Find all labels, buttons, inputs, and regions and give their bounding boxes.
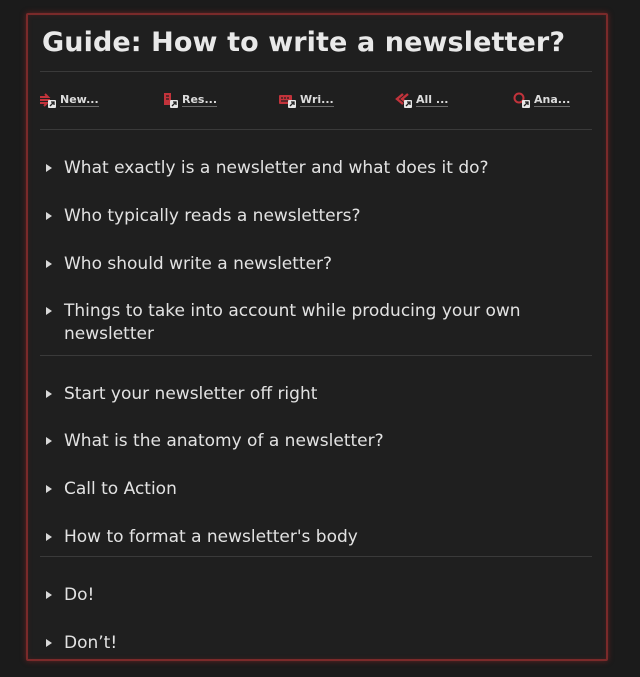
all-link-icon (394, 91, 414, 109)
toggle-anatomy[interactable] (42, 430, 384, 453)
toggle-label: Don’t! (64, 633, 118, 653)
toggle-arrow-icon (46, 164, 52, 172)
title-divider (40, 71, 592, 72)
toggle-arrow-icon (46, 390, 52, 398)
link-all[interactable] (394, 91, 448, 109)
toggle-label: What is the anatomy of a newsletter? (64, 431, 384, 451)
link-resources-label: Res... (182, 93, 218, 106)
toggle-call-to-action[interactable] (42, 478, 177, 501)
writing-link-icon (278, 91, 298, 109)
toggle-what-is-newsletter[interactable] (42, 157, 489, 180)
toggle-arrow-icon (46, 533, 52, 541)
toggle-arrow-icon (46, 307, 52, 315)
toggle-label: Who typically reads a newsletters? (64, 206, 361, 226)
resources-link-icon (160, 91, 180, 109)
section-divider (40, 556, 592, 557)
link-newsletter-label: New... (60, 93, 99, 106)
toggle-who-reads[interactable] (42, 205, 361, 228)
toggle-who-should-write[interactable] (42, 253, 332, 276)
toggle-arrow-icon (46, 260, 52, 268)
link-newsletter[interactable] (38, 91, 99, 109)
newsletter-link-icon (38, 91, 58, 109)
link-writing[interactable] (278, 91, 334, 109)
toggle-things-to-consider[interactable] (42, 300, 554, 346)
toggle-arrow-icon (46, 437, 52, 445)
toggle-label: Call to Action (64, 479, 177, 499)
toggle-label: Do! (64, 585, 95, 605)
toggle-label: Things to take into account while producing your own newsletter (64, 301, 521, 344)
toggle-arrow-icon (46, 591, 52, 599)
link-analytics-label: Ana... (534, 93, 571, 106)
guide-card (26, 13, 608, 661)
link-bar (38, 91, 590, 115)
toggle-label: What exactly is a newsletter and what does it do? (64, 158, 489, 178)
toggle-arrow-icon (46, 639, 52, 647)
toggle-arrow-icon (46, 485, 52, 493)
link-all-label: All ... (416, 93, 449, 106)
links-divider (40, 129, 592, 130)
toggle-start-right[interactable] (42, 383, 317, 406)
link-resources[interactable] (160, 91, 217, 109)
toggle-label: How to format a newsletter's body (64, 527, 358, 547)
toggle-format-body[interactable] (42, 526, 358, 549)
section-divider (40, 355, 592, 356)
link-writing-label: Wri... (300, 93, 334, 106)
toggle-dont[interactable] (42, 632, 117, 655)
analytics-link-icon (512, 91, 532, 109)
toggle-label: Start your newsletter off right (64, 384, 318, 404)
toggle-do[interactable] (42, 584, 94, 607)
page-title: Guide: How to write a newsletter? (42, 27, 566, 58)
toggle-label: Who should write a newsletter? (64, 254, 333, 274)
toggle-arrow-icon (46, 212, 52, 220)
link-analytics[interactable] (512, 91, 570, 109)
